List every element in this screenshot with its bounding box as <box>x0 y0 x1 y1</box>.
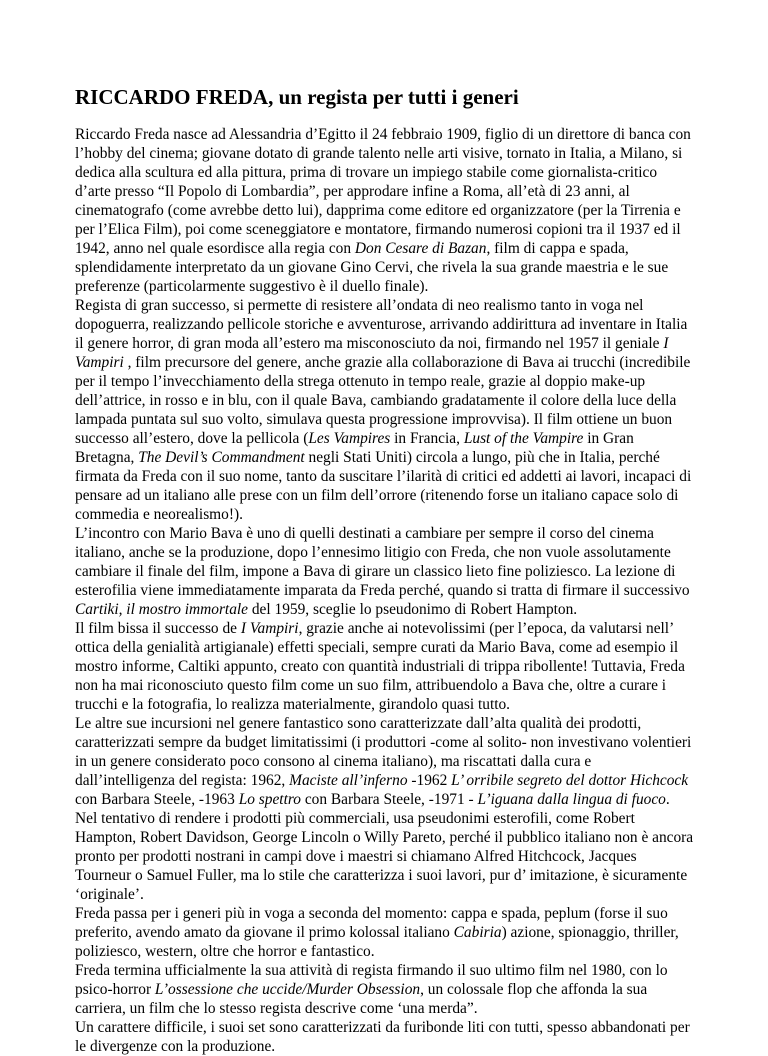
film-title-text: The Devil’s Commandment <box>138 449 305 466</box>
film-title-text: L’ossessione che uccide/Murder Obsession <box>154 981 421 998</box>
paragraph <box>75 125 695 296</box>
paragraph-text: con Barbara Steele, -1971 - <box>300 791 478 808</box>
paragraph-text: , grazie anche ai notevolissimi (per l’epoca, da valutarsi nell’ ottica della genialità artigianale) effetti speciali, sempre curati da Mario Bava, come ad esempio il mostro informe, Caltiki appunto, creato con quantità industriali di trippa ribollente! Tuttavia, Freda non ha mai riconosciuto questo film come un suo film, attribuendolo a Bava che, oltre a curare i trucchi e la fotografia, lo realizza materialmente, girandolo quasi tutto. <box>75 620 685 713</box>
film-title-text: Cartiki, il mostro immortale <box>75 601 249 618</box>
film-title-text: Lo spettro <box>238 791 301 808</box>
paragraph-text: . <box>665 791 670 808</box>
paragraph-text: , film precursore del genere, anche grazie alla collaborazione di Bava ai trucchi (incredibile per il tempo l’invecchiamento della strega ottenuto in tempo reale, grazie al doppio make-up dell’attrice, in rosso e in blu, con il quale Bava, cambiando gradatamente il colore della luce della lampada puntata sul suo volto, simulava questa progressione improvvisa). Il film ottiene un buon successo all’estero, dove la pellicola ( <box>75 354 691 447</box>
paragraph-text: Freda passa per i generi più in voga a seconda del momento: cappa e spada, peplum (forse il suo preferito, avendo amato da giovane il primo kolossal italiano <box>75 905 668 941</box>
paragraph-text: del 1959, sceglie lo pseudonimo di Robert Hampton. <box>248 601 578 618</box>
film-title-text: I Vampiri <box>240 620 299 637</box>
paragraph-text: con Barbara Steele, -1963 <box>75 791 239 808</box>
paragraph <box>75 904 695 961</box>
paragraph-text: Freda termina ufficialmente la sua attività di regista firmando il suo ultimo film nel 1980, con lo psico-horror <box>75 962 668 998</box>
paragraph-text: L’incontro con Mario Bava è uno di quelli destinati a cambiare per sempre il corso del cinema italiano, anche se la produzione, dopo l’ennesimo litigio con Freda, che non vuole assolutamente cambiare il finale del film, impone a Bava di girare un classico lieto fine poliziesco. La lezione di esterofilia viene immediatamente imparata da Freda perché, quando si tratta di firmare il successivo <box>75 525 690 599</box>
paragraph-text: Regista di gran successo, si permette di resistere all’ondata di neo realismo tanto in voga nel dopoguerra, realizzando pellicole storiche e avventurose, arrivando addirittura ad inventare in Italia il genere horror, di gran moda all’estero ma misconosciuto da noi, firmando nel 1957 il geniale <box>75 297 688 352</box>
paragraph-text: Riccardo Freda nasce ad Alessandria d’Egitto il 24 febbraio 1909, figlio di un direttore di banca con l’hobby del cinema; giovane dotato di grande talento nelle arti visive, tornato in Italia, a Milano, si dedica alla scultura ed alla pittura, prima di trovare un impiego stabile come giornalista-critico d’arte presso “Il Popolo di Lombardia”, per approdare infine a Roma, all’età di 23 anni, al cinematografo (come avrebbe detto lui), dapprima come editore ed organizzatore (per la Tirrenia e per l’Elica Film), poi come sceneggiatore e montatore, firmando numerosi copioni tra il 1937 ed il 1942, anno nel quale esordisce alla regia con <box>75 126 691 257</box>
paragraph <box>75 1018 695 1056</box>
film-title-text: Lust of the Vampire <box>463 430 584 447</box>
film-title-text: Les Vampires <box>308 430 391 447</box>
paragraph <box>75 619 695 714</box>
paragraph <box>75 296 695 524</box>
paragraph-text: -1962 <box>407 772 452 789</box>
film-title-text: Don Cesare di Bazan <box>354 240 487 257</box>
paragraph-text: Un carattere difficile, i suoi set sono caratterizzati da furibonde liti con tutti, spesso abbandonati per le divergenze con la produzione. <box>75 1019 690 1055</box>
film-title-text: Maciste all’inferno <box>289 772 408 789</box>
paragraph <box>75 714 695 809</box>
paragraph-text: negli Stati Uniti) circola a lungo, più che in Italia, perché firmata da Freda con il suo nome, tanto da suscitare l’ilarità di critici ed addetti ai lavori, incapaci di pensare ad un italiano alle prese con un film dell’orrore (ritenendo forse un italiano capace solo di commedia e neorealismo!). <box>75 449 692 523</box>
paragraph <box>75 961 695 1018</box>
paragraph-text: Il film bissa il successo de <box>75 620 241 637</box>
paragraph-text: in Francia, <box>390 430 464 447</box>
paragraph-text: Le altre sue incursioni nel genere fantastico sono caratterizzate dall’alta qualità dei prodotti, caratterizzati sempre da budget limitatissimi (i produttori -come al solito- non investivano volentieri in un genere considerato poco consono al cinema italiano), ma riscattati dalla cura e dall’intelligenza del regista: 1962, <box>75 715 692 789</box>
film-title-text: L’ orribile segreto del dottor Hichcock <box>451 772 689 789</box>
paragraph <box>75 524 695 619</box>
paragraph <box>75 809 695 904</box>
paragraph-text: Nel tentativo di rendere i prodotti più commerciali, usa pseudonimi esterofili, come Robert Hampton, Robert Davidson, George Lincoln o Willy Pareto, perché il pubblico italiano non è ancora pronto per prodotti nostrani in campi dove i maestri si chiamano Alfred Hitchcock, Jacques Tourneur o Samuel Fuller, ma lo stile che caratterizza i suoi lavori, pur d’ imitazione, è sicuramente ‘originale’. <box>75 810 694 903</box>
paragraph-text: ) azione, spionaggio, thriller, poliziesco, western, oltre che horror e fantastico. <box>75 924 679 960</box>
paragraph-text: in Gran Bretagna, <box>75 430 634 466</box>
film-title-text: Cabiria <box>453 924 502 941</box>
film-title-text: I Vampiri <box>75 335 669 371</box>
article-body <box>75 125 695 1056</box>
film-title-text: L’iguana dalla lingua di fuoco <box>477 791 666 808</box>
page-title: RICCARDO FREDA, un regista per tutti i generi <box>75 85 519 109</box>
document-page <box>75 83 695 1056</box>
paragraph-text: , film di cappa e spada, splendidamente interpretato da un giovane Gino Cervi, che rivela la sua grande maestria e le sue preferenze (particolarmente suggestivo è il duello finale). <box>75 240 669 295</box>
paragraph-text: , un colossale flop che affonda la sua carriera, un film che lo stesso regista descrive come ‘una merda”. <box>75 981 648 1017</box>
